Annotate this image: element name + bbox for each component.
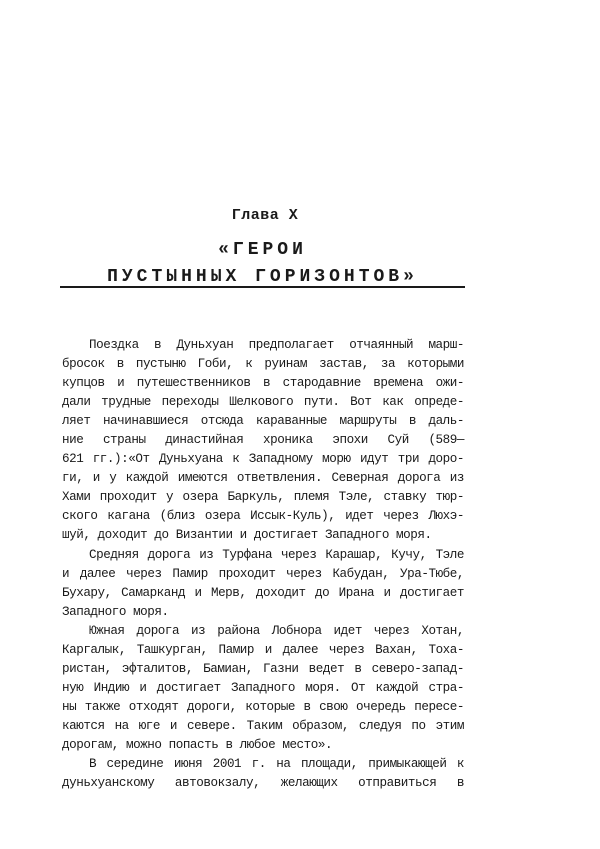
text-line: ского кагана (близ озера Иссык-Куль), идет через Люхэ- bbox=[62, 509, 464, 524]
chapter-title-line-2: ПУСТЫННЫХ ГОРИЗОНТОВ» bbox=[107, 267, 418, 287]
text-line: каются на юге и севере. Таким образом, следуя по этим bbox=[62, 718, 464, 733]
text-line: ную Индию и достигает Западного моря. От каждой стра- bbox=[62, 680, 464, 695]
text-line: Каргалык, Ташкурган, Памир и далее через Вахан, Тоха- bbox=[62, 642, 464, 657]
text-line: Средняя дорога из Турфана через Карашар, Кучу, Тэле bbox=[89, 547, 464, 562]
text-line: 621 гг.):«От Дуньхуана к Западному морю идут три доро- bbox=[62, 452, 464, 467]
chapter-title bbox=[60, 237, 465, 291]
body-text bbox=[62, 336, 464, 793]
text-line: бросок в пустыню Гоби, к руинам застав, за которыми bbox=[62, 357, 464, 372]
chapter-number: Глава X bbox=[231, 207, 299, 224]
text-line: купцов и путешественников в стародавние времена ожи- bbox=[62, 376, 464, 391]
text-line: дорогам, можно попасть в любое место». bbox=[62, 737, 333, 752]
text-line: Южная дорога из района Лобнора идет через Хотан, bbox=[89, 623, 464, 638]
chapter-title-line-1: «ГЕРОИ bbox=[218, 240, 307, 260]
text-line: ние страны династийная хроника эпохи Суй (589— bbox=[62, 433, 464, 448]
text-line: Поездка в Дуньхуан предполагает отчаянный марш- bbox=[89, 338, 464, 352]
text-line: Бухару, Самарканд и Мерв, доходит до Ирана и достигает bbox=[62, 585, 464, 600]
text-line: В середине июня 2001 г. на площади, примыкающей к bbox=[89, 757, 464, 772]
title-underline-rule bbox=[60, 286, 465, 288]
text-line: и далее через Памир проходит через Кабудан, Ура-Тюбе, bbox=[62, 566, 464, 581]
text-line: дуньхуанскому автовокзалу, желающих отправиться в bbox=[62, 776, 464, 791]
text-line: Хами проходит у озера Баркуль, племя Тэле, ставку тюр- bbox=[62, 490, 464, 505]
text-line: Западного моря. bbox=[62, 604, 169, 619]
text-line: ги, и у каждой имеются ответвления. Северная дорога из bbox=[62, 471, 464, 486]
text-line: дали трудные переходы Шелкового пути. Вот как опреде- bbox=[62, 395, 464, 410]
text-line: ны также отходят дороги, которые в свою очередь пересе- bbox=[62, 699, 464, 714]
text-line: ляет начинавшиеся отсюда караванные маршруты в даль- bbox=[62, 414, 464, 429]
text-line: шуй, доходит до Византии и достигает Западного моря. bbox=[62, 528, 432, 543]
text-line: ристан, эфталитов, Бамиан, Газни ведет в северо-запад- bbox=[62, 661, 464, 676]
